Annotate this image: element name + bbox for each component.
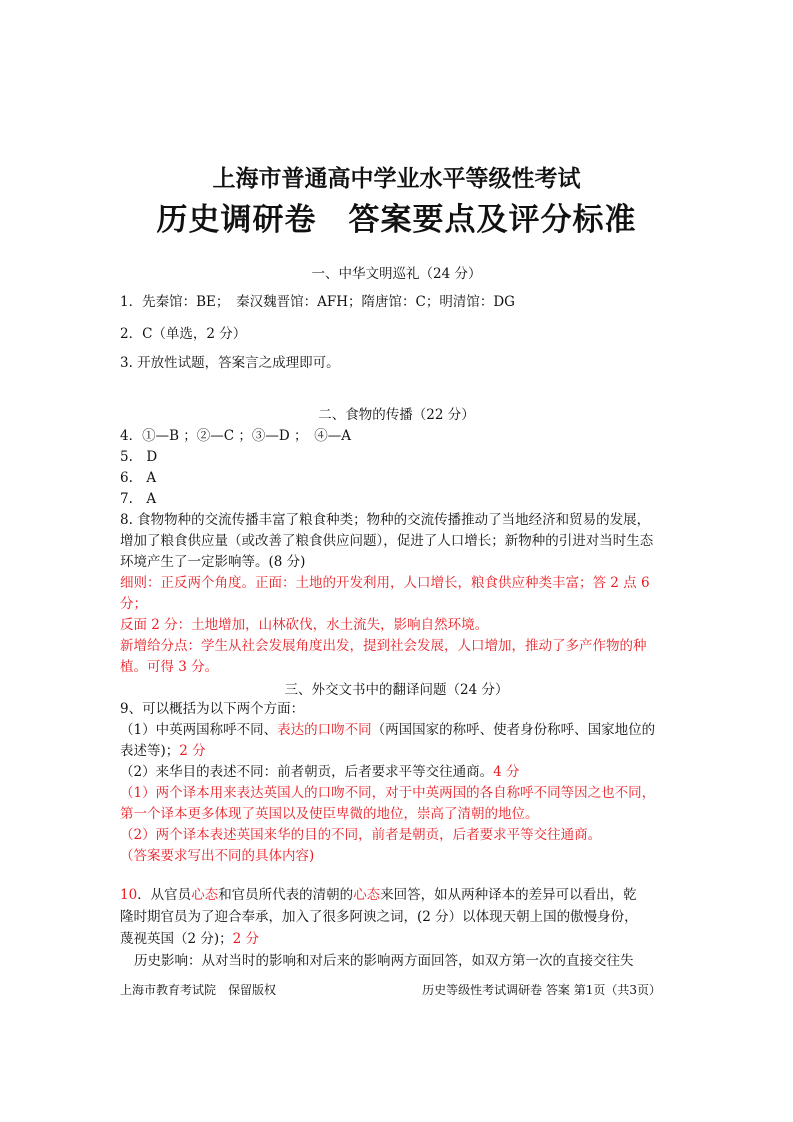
footer-copyright: 上海市教育考试院 保留版权 [120, 983, 277, 997]
answer-q8-line2: 增加了粮食供应量（或改善了粮食供应问题），促进了人口增长；新物种的引进对当时生态 [120, 533, 654, 549]
scoring-negative: 反面 2 分：土地增加，山林砍伐，水土流失，影响自然环境。 [120, 617, 489, 633]
scoring-detail-line1: 细则：正反两个角度。正面：土地的开发利用，人口增长，粮食供应种类丰富；答 2 点 6 [120, 575, 650, 591]
q9-point2-score: 4 分 [493, 764, 520, 780]
scoring-extra-line2: 植。可得 3 分。 [120, 659, 219, 675]
answer-q1: 1．先秦馆：BE； 秦汉魏晋馆：AFH；隋唐馆：C；明清馆：DG [120, 294, 515, 310]
q9-point1-highlight: 表达的口吻不同 [277, 722, 372, 738]
q10-keyword-2: 心态 [353, 887, 381, 903]
q9-point1-text-c: 表述等)； [120, 743, 180, 759]
q10-text-a: ．从官员 [137, 887, 192, 903]
answer-q9-intro: 9、可以概括为以下两个方面： [120, 701, 305, 717]
answer-q7: 7. A [120, 491, 157, 507]
footer-page-info: 历史等级性考试调研卷 答案 第1页（共3页） [422, 983, 661, 997]
section2-heading: 二、食物的传播（22 分） [318, 407, 475, 423]
answer-q6: 6. A [120, 470, 157, 486]
answer-q9-point1-line1 [120, 720, 655, 740]
q9-point2-text: （2）来华目的表述不同：前者朝贡，后者要求平等交往通商。 [120, 764, 494, 780]
answer-q10-line1 [120, 885, 637, 905]
answer-q9-point2 [120, 762, 519, 782]
q9-point1-text-b: （两国国家的称呼、使者身份称呼、国家地位的 [371, 722, 656, 738]
scoring-extra-line1: 新增给分点：学生从社会发展角度出发，提到社会发展，人口增加，推动了多产作物的种 [120, 638, 647, 654]
q10-number: 10 [120, 887, 138, 903]
answer-q3: 3. 开放性试题，答案言之成理即可。 [120, 355, 340, 371]
section3-heading: 三、外交文书中的翻译问题（24 分） [284, 682, 509, 698]
section1-heading: 一、中华文明巡礼（24 分） [311, 266, 482, 282]
q9-point1-text-a: （1）中英两国称呼不同、 [120, 722, 278, 738]
q9-rubric-note: （答案要求写出不同的具体内容) [120, 848, 315, 864]
q9-rubric1-line1: （1）两个译本用来表达英国人的口吻不同，对于中英两国的各自称呼不同等因之也不同， [120, 785, 656, 801]
q9-point1-score: 2 分 [179, 743, 206, 759]
answer-q9-point1-line2 [120, 741, 206, 761]
q9-rubric2: （2）两个译本表述英国来华的目的不同，前者是朝贡，后者要求平等交往通商。 [120, 827, 602, 843]
scoring-detail-line2: 分； [120, 596, 147, 612]
answer-q10-line2: 隆时期官员为了迎合奉承，加入了很多阿谀之词，(2 分）以体现天朝上国的傲慢身份， [120, 909, 638, 925]
q10-keyword-1: 心态 [191, 887, 219, 903]
q10-text-c: 来回答，如从两种译本的差异可以看出，乾 [380, 887, 637, 903]
answer-q10-line4: 历史影响：从对当时的影响和对后来的影响两方面回答，如双方第一次的直接交往失 [134, 953, 634, 969]
answer-q8-line1: 8. 食物物种的交流传播丰富了粮食种类；物种的交流传播推动了当地经济和贸易的发展， [120, 512, 651, 528]
q9-rubric1-line2: 第一个译本更多体现了英国以及使臣卑微的地位，崇高了清朝的地位。 [120, 806, 539, 822]
q10-text-d: 蔑视英国（2 分)； [120, 931, 233, 947]
answer-q4: 4．①—B ；②—C ；③—D ； ④—A [120, 428, 352, 444]
answer-q5: 5. D [120, 449, 158, 465]
answer-q10-line3 [120, 929, 259, 949]
q10-score: 2 分 [232, 931, 260, 947]
answer-q8-line3: 环境产生了一定影响等。(8 分) [120, 554, 306, 570]
exam-title: 上海市普通高中学业水平等级性考试 [212, 165, 581, 192]
answer-q2: 2．C（单选，2 分） [120, 326, 247, 342]
q10-text-b: 和官员所代表的清朝的 [218, 887, 354, 903]
answer-key-title: 历史调研卷 答案要点及评分标准 [156, 202, 637, 238]
